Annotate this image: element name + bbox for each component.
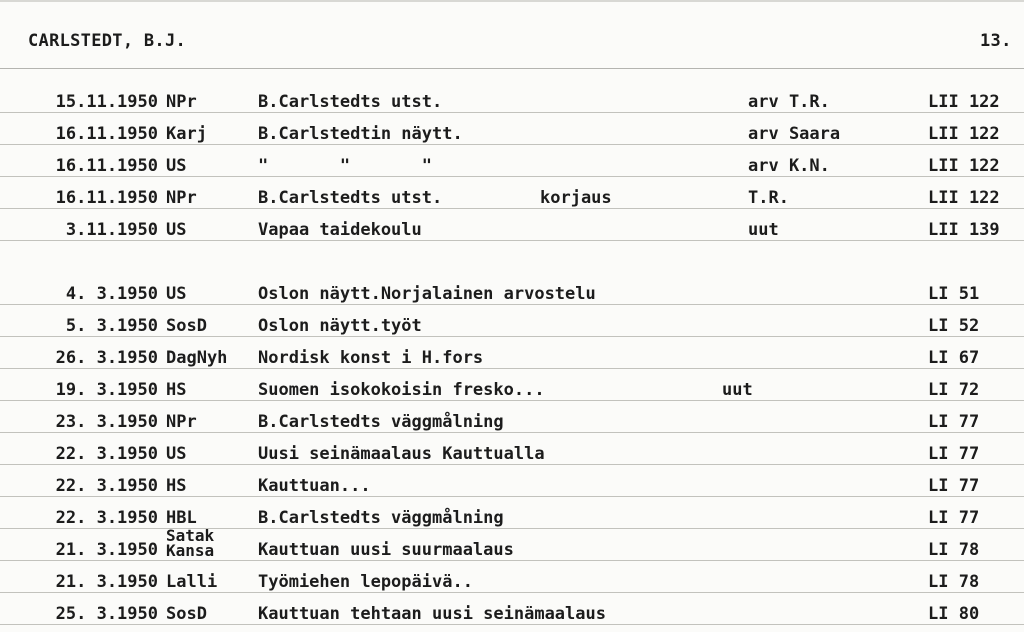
entry-note: arv Saara: [748, 124, 841, 144]
entry-title: Kauttuan uusi suurmaalaus: [258, 540, 514, 560]
table-row: [0, 376, 1024, 408]
entry-date: 16.11.1950: [55, 124, 158, 144]
entry-date: 22. 3.1950: [55, 444, 158, 464]
entry-source: HBL: [166, 508, 197, 528]
entry-title: Oslon näytt.Norjalainen arvostelu: [258, 284, 596, 304]
card-person-name: CARLSTEDT, B.J.: [28, 31, 187, 51]
entry-title: " " ": [258, 156, 432, 176]
entry-note: arv K.N.: [748, 156, 830, 176]
entry-extra: korjaus: [540, 188, 612, 208]
entry-title: B.Carlstedtin näytt.: [258, 124, 463, 144]
entry-ref: LI 77: [928, 476, 980, 496]
entry-date: 25. 3.1950: [55, 604, 158, 624]
table-row: [0, 312, 1024, 344]
entry-title: B.Carlstedts utst.: [258, 188, 443, 208]
entry-ref: LI 51: [928, 284, 980, 304]
entry-ref: LI 77: [928, 412, 980, 432]
table-row: [0, 120, 1024, 152]
entry-date: 23. 3.1950: [55, 412, 158, 432]
entry-ref: LI 78: [928, 572, 980, 592]
entry-title: B.Carlstedts väggmålning: [258, 508, 504, 528]
entry-source: Lalli: [166, 572, 218, 592]
entry-date: 22. 3.1950: [55, 508, 158, 528]
entry-date: 19. 3.1950: [55, 380, 158, 400]
entry-date: 21. 3.1950: [55, 540, 158, 560]
entry-date: 16.11.1950: [55, 156, 158, 176]
entry-source: Satak Kansa: [166, 526, 215, 560]
entry-note: arv T.R.: [748, 92, 830, 112]
entry-source: SosD: [166, 604, 207, 624]
entry-title: Kauttuan...: [258, 476, 371, 496]
entry-source: HS: [166, 476, 187, 496]
table-row: [0, 344, 1024, 376]
header-divider: [0, 68, 1024, 69]
entry-source: DagNyh: [166, 348, 228, 368]
entry-ref: LI 77: [928, 444, 980, 464]
entry-date: 3.11.1950: [65, 220, 158, 240]
entry-source: NPr: [166, 188, 197, 208]
entry-source: NPr: [166, 92, 197, 112]
entry-ref: LII 122: [928, 156, 1000, 176]
table-row: [0, 216, 1024, 248]
entry-ref: LI 72: [928, 380, 980, 400]
entry-extra: uut: [722, 380, 753, 400]
entry-date: 5. 3.1950: [65, 316, 158, 336]
table-row: [0, 568, 1024, 600]
entry-date: 26. 3.1950: [55, 348, 158, 368]
entry-title: B.Carlstedts utst.: [258, 92, 443, 112]
table-row: [0, 184, 1024, 216]
table-row: [0, 440, 1024, 472]
table-row: [0, 472, 1024, 504]
entry-ref: LII 122: [928, 92, 1000, 112]
table-row: [0, 600, 1024, 632]
entry-title: Kauttuan tehtaan uusi seinämaalaus: [258, 604, 606, 624]
entry-source: SosD: [166, 316, 207, 336]
entry-source: US: [166, 156, 187, 176]
entry-title: B.Carlstedts väggmålning: [258, 412, 504, 432]
table-row: [0, 504, 1024, 536]
entry-source: HS: [166, 380, 187, 400]
entry-source: NPr: [166, 412, 197, 432]
entry-ref: LII 139: [928, 220, 1000, 240]
entry-title: Oslon näytt.työt: [258, 316, 422, 336]
entry-ref: LI 80: [928, 604, 980, 624]
entry-title: Vapaa taidekoulu: [258, 220, 422, 240]
entry-source: US: [166, 220, 187, 240]
entry-source: US: [166, 284, 187, 304]
entry-title: Suomen isokokoisin fresko...: [258, 380, 545, 400]
card-number: 13.: [980, 31, 1012, 51]
entry-ref: LI 78: [928, 540, 980, 560]
entry-source: US: [166, 444, 187, 464]
entry-date: 16.11.1950: [55, 188, 158, 208]
entry-date: 4. 3.1950: [65, 284, 158, 304]
entry-note: T.R.: [748, 188, 789, 208]
entry-date: 15.11.1950: [55, 92, 158, 112]
table-row: [0, 526, 1024, 568]
table-row: [0, 88, 1024, 120]
entry-source: Karj: [166, 124, 207, 144]
entry-ref: LI 77: [928, 508, 980, 528]
entry-date: 22. 3.1950: [55, 476, 158, 496]
entry-title: Uusi seinämaalaus Kauttualla: [258, 444, 545, 464]
table-row: [0, 408, 1024, 440]
entry-ref: LI 67: [928, 348, 980, 368]
card-top-edge: [0, 0, 1024, 2]
entry-ref: LI 52: [928, 316, 980, 336]
table-row: [0, 152, 1024, 184]
entry-date: 21. 3.1950: [55, 572, 158, 592]
entry-ref: LII 122: [928, 188, 1000, 208]
entry-note: uut: [748, 220, 779, 240]
table-row: [0, 280, 1024, 312]
entry-title: Työmiehen lepopäivä..: [258, 572, 473, 592]
entry-title: Nordisk konst i H.fors: [258, 348, 484, 368]
entry-ref: LII 122: [928, 124, 1000, 144]
